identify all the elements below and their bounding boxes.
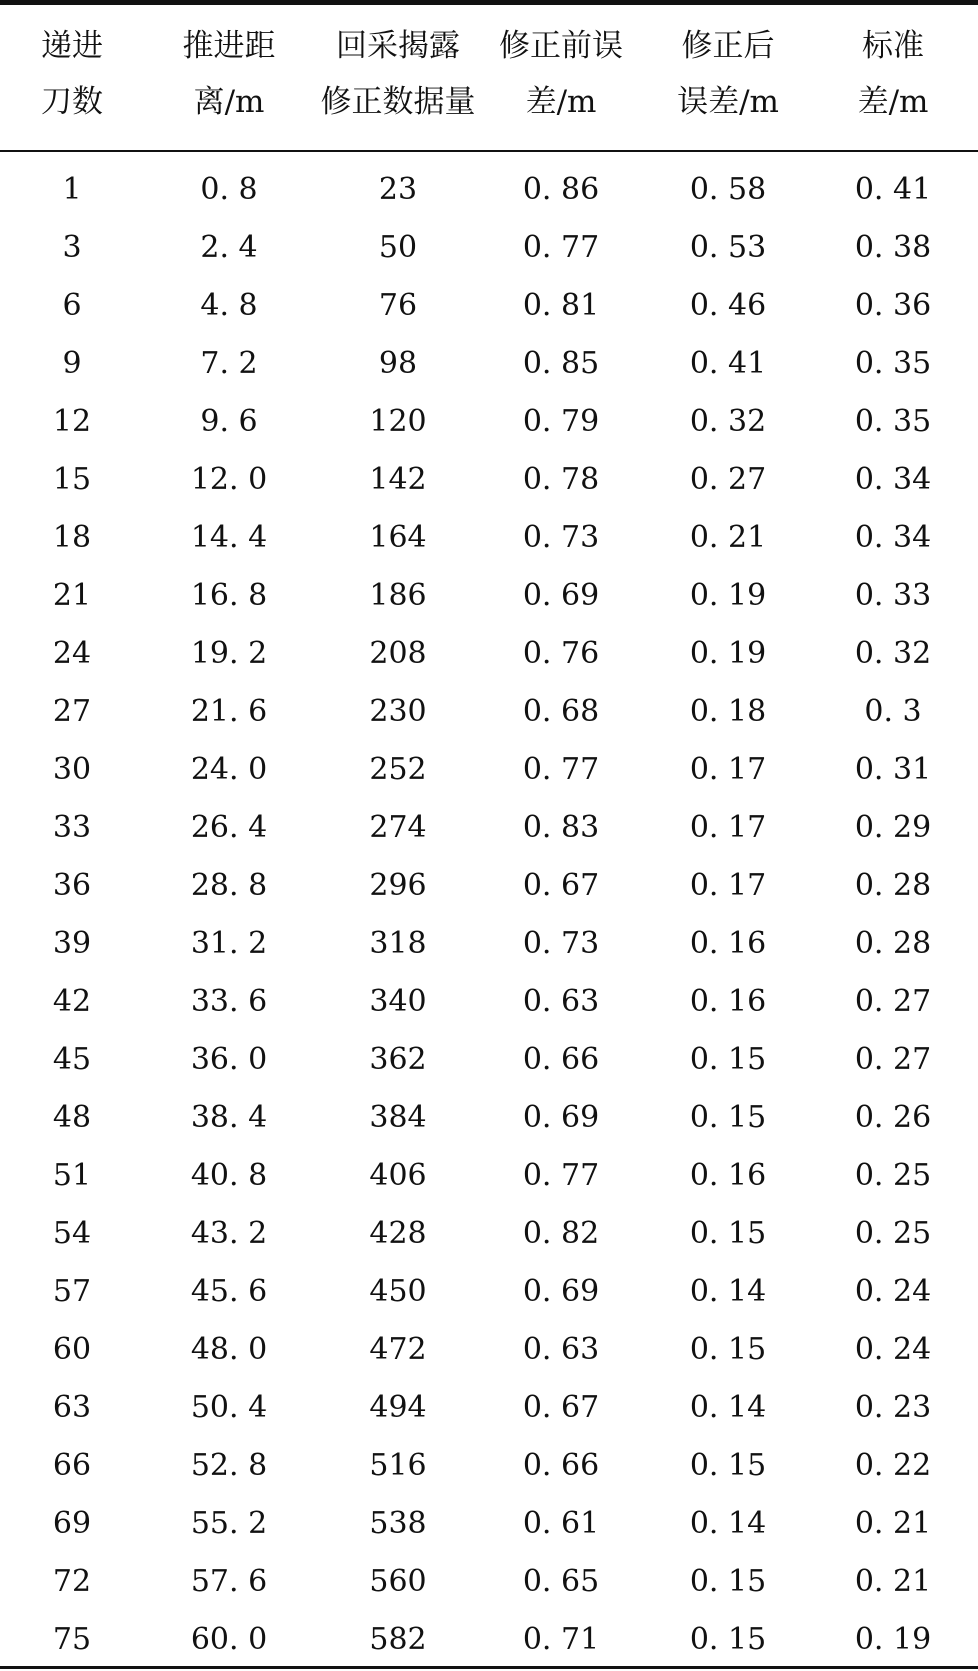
cell-advance-distance: 60. 0 (190, 1622, 268, 1657)
cell-correction-data-count: 340 (369, 984, 427, 1019)
cell-standard-deviation: 0. 34 (854, 462, 932, 497)
cell-error-before: 0. 77 (522, 1158, 600, 1193)
cell-error-before: 0. 69 (522, 578, 600, 613)
cell-error-before: 0. 66 (522, 1448, 600, 1483)
cell-advance-cuts: 48 (52, 1100, 92, 1135)
cell-error-before: 0. 76 (522, 636, 600, 671)
cell-advance-distance: 2. 4 (200, 230, 258, 265)
cell-standard-deviation: 0. 23 (854, 1390, 932, 1425)
header-line: 修正数据量 (320, 84, 476, 120)
cell-error-before: 0. 81 (522, 288, 600, 323)
header-line: 回采揭露 (336, 28, 460, 64)
cell-advance-distance: 31. 2 (190, 926, 268, 961)
cell-standard-deviation: 0. 26 (854, 1100, 932, 1135)
cell-error-after: 0. 16 (689, 926, 767, 961)
cell-error-after: 0. 14 (689, 1274, 767, 1309)
cell-error-before: 0. 77 (522, 230, 600, 265)
cell-standard-deviation: 0. 31 (854, 752, 932, 787)
cell-correction-data-count: 362 (369, 1042, 427, 1077)
cell-correction-data-count: 142 (369, 462, 427, 497)
header-cell-standard-deviation (808, 18, 978, 130)
cell-advance-cuts: 45 (52, 1042, 92, 1077)
cell-correction-data-count: 296 (369, 868, 427, 903)
cell-advance-distance: 40. 8 (190, 1158, 268, 1193)
header-cell-advance-cuts (0, 18, 157, 130)
cell-correction-data-count: 164 (369, 520, 427, 555)
cell-advance-distance: 12. 0 (190, 462, 268, 497)
cell-error-after: 0. 15 (689, 1100, 767, 1135)
cell-advance-distance: 45. 6 (190, 1274, 268, 1309)
cell-advance-distance: 0. 8 (200, 172, 258, 207)
cell-advance-cuts: 39 (52, 926, 92, 961)
table-top-rule (0, 0, 978, 5)
cell-advance-distance: 43. 2 (190, 1216, 268, 1251)
cell-advance-distance: 38. 4 (190, 1100, 268, 1135)
table-header (0, 18, 978, 138)
cell-advance-distance: 52. 8 (190, 1448, 268, 1483)
cell-correction-data-count: 252 (369, 752, 427, 787)
cell-error-after: 0. 53 (689, 230, 767, 265)
cell-error-before: 0. 65 (522, 1564, 600, 1599)
cell-error-after: 0. 19 (689, 636, 767, 671)
cell-error-after: 0. 58 (689, 172, 767, 207)
header-line: 推进距 (182, 28, 276, 64)
table-row (0, 1321, 978, 1379)
cell-advance-distance: 24. 0 (190, 752, 268, 787)
cell-advance-cuts: 12 (52, 404, 92, 439)
cell-standard-deviation: 0. 32 (854, 636, 932, 671)
table-row (0, 1495, 978, 1553)
cell-advance-distance: 50. 4 (190, 1390, 268, 1425)
header-line: 修正前误 (499, 28, 623, 64)
cell-error-after: 0. 15 (689, 1622, 767, 1657)
cell-advance-distance: 33. 6 (190, 984, 268, 1019)
cell-advance-cuts: 69 (52, 1506, 92, 1541)
cell-correction-data-count: 208 (369, 636, 427, 671)
cell-advance-distance: 4. 8 (200, 288, 258, 323)
cell-error-after: 0. 14 (689, 1506, 767, 1541)
cell-correction-data-count: 76 (378, 288, 418, 323)
cell-advance-cuts: 72 (52, 1564, 92, 1599)
cell-advance-cuts: 51 (52, 1158, 92, 1193)
cell-error-before: 0. 63 (522, 1332, 600, 1367)
cell-standard-deviation: 0. 38 (854, 230, 932, 265)
cell-error-before: 0. 85 (522, 346, 600, 381)
cell-advance-cuts: 63 (52, 1390, 92, 1425)
cell-error-after: 0. 16 (689, 984, 767, 1019)
cell-error-after: 0. 32 (689, 404, 767, 439)
table-row (0, 1031, 978, 1089)
header-cell-correction-data-count (313, 18, 483, 130)
cell-correction-data-count: 384 (369, 1100, 427, 1135)
cell-advance-cuts: 24 (52, 636, 92, 671)
cell-standard-deviation: 0. 3 (864, 694, 922, 729)
cell-error-after: 0. 17 (689, 868, 767, 903)
cell-advance-cuts: 1 (62, 172, 82, 207)
cell-error-before: 0. 67 (522, 1390, 600, 1425)
cell-error-before: 0. 67 (522, 868, 600, 903)
cell-standard-deviation: 0. 35 (854, 346, 932, 381)
cell-error-before: 0. 63 (522, 984, 600, 1019)
table-row (0, 1089, 978, 1147)
cell-advance-cuts: 75 (52, 1622, 92, 1657)
cell-error-after: 0. 18 (689, 694, 767, 729)
cell-correction-data-count: 318 (369, 926, 427, 961)
cell-correction-data-count: 538 (369, 1506, 427, 1541)
cell-standard-deviation: 0. 34 (854, 520, 932, 555)
cell-advance-cuts: 21 (52, 578, 92, 613)
cell-standard-deviation: 0. 33 (854, 578, 932, 613)
cell-correction-data-count: 472 (369, 1332, 427, 1367)
cell-error-before: 0. 69 (522, 1274, 600, 1309)
cell-error-before: 0. 68 (522, 694, 600, 729)
table-row (0, 973, 978, 1031)
cell-advance-cuts: 15 (52, 462, 92, 497)
cell-advance-distance: 16. 8 (190, 578, 268, 613)
cell-error-after: 0. 15 (689, 1448, 767, 1483)
header-cell-error-before (476, 18, 646, 130)
cell-error-before: 0. 73 (522, 926, 600, 961)
cell-correction-data-count: 428 (369, 1216, 427, 1251)
table-bottom-rule (0, 1666, 978, 1669)
cell-error-before: 0. 86 (522, 172, 600, 207)
header-line: 标准 (862, 28, 924, 64)
cell-advance-distance: 7. 2 (200, 346, 258, 381)
cell-advance-cuts: 30 (52, 752, 92, 787)
table-row (0, 1379, 978, 1437)
cell-advance-distance: 26. 4 (190, 810, 268, 845)
table-row (0, 683, 978, 741)
cell-error-before: 0. 73 (522, 520, 600, 555)
table-row (0, 451, 978, 509)
cell-advance-cuts: 66 (52, 1448, 92, 1483)
cell-advance-distance: 9. 6 (200, 404, 258, 439)
cell-error-before: 0. 66 (522, 1042, 600, 1077)
header-cell-error-after (643, 18, 813, 130)
cell-error-before: 0. 77 (522, 752, 600, 787)
cell-error-after: 0. 15 (689, 1332, 767, 1367)
table-row (0, 625, 978, 683)
cell-advance-cuts: 36 (52, 868, 92, 903)
table-header-rule (0, 150, 978, 152)
cell-advance-distance: 36. 0 (190, 1042, 268, 1077)
cell-advance-cuts: 18 (52, 520, 92, 555)
cell-correction-data-count: 120 (369, 404, 427, 439)
cell-correction-data-count: 274 (369, 810, 427, 845)
cell-error-before: 0. 79 (522, 404, 600, 439)
cell-standard-deviation: 0. 25 (854, 1216, 932, 1251)
cell-advance-cuts: 33 (52, 810, 92, 845)
cell-advance-distance: 55. 2 (190, 1506, 268, 1541)
cell-error-before: 0. 69 (522, 1100, 600, 1135)
cell-correction-data-count: 582 (369, 1622, 427, 1657)
cell-standard-deviation: 0. 41 (854, 172, 932, 207)
table-row (0, 509, 978, 567)
header-line: 递进 (41, 28, 103, 64)
cell-error-after: 0. 17 (689, 810, 767, 845)
table-row (0, 857, 978, 915)
table-row (0, 567, 978, 625)
cell-error-after: 0. 15 (689, 1564, 767, 1599)
header-line: 修正后 (681, 28, 775, 64)
cell-error-after: 0. 46 (689, 288, 767, 323)
table-row (0, 277, 978, 335)
table-row (0, 1611, 978, 1669)
cell-standard-deviation: 0. 28 (854, 926, 932, 961)
cell-standard-deviation: 0. 19 (854, 1622, 932, 1657)
cell-standard-deviation: 0. 28 (854, 868, 932, 903)
cell-correction-data-count: 23 (378, 172, 418, 207)
cell-advance-cuts: 27 (52, 694, 92, 729)
cell-error-before: 0. 61 (522, 1506, 600, 1541)
header-line: 误差/m (677, 84, 779, 120)
header-line: 差/m (857, 84, 929, 120)
cell-standard-deviation: 0. 24 (854, 1274, 932, 1309)
table-row (0, 1147, 978, 1205)
cell-standard-deviation: 0. 27 (854, 984, 932, 1019)
cell-error-after: 0. 27 (689, 462, 767, 497)
cell-error-after: 0. 15 (689, 1042, 767, 1077)
cell-advance-cuts: 54 (52, 1216, 92, 1251)
cell-standard-deviation: 0. 25 (854, 1158, 932, 1193)
cell-advance-cuts: 60 (52, 1332, 92, 1367)
cell-correction-data-count: 494 (369, 1390, 427, 1425)
cell-correction-data-count: 450 (369, 1274, 427, 1309)
table-row (0, 1205, 978, 1263)
cell-advance-cuts: 9 (62, 346, 82, 381)
cell-correction-data-count: 516 (369, 1448, 427, 1483)
cell-error-before: 0. 83 (522, 810, 600, 845)
header-cell-advance-distance (144, 18, 314, 130)
cell-standard-deviation: 0. 24 (854, 1332, 932, 1367)
cell-error-after: 0. 16 (689, 1158, 767, 1193)
cell-error-before: 0. 82 (522, 1216, 600, 1251)
cell-advance-distance: 48. 0 (190, 1332, 268, 1367)
header-line: 刀数 (41, 84, 103, 120)
table-row (0, 1553, 978, 1611)
table-row (0, 219, 978, 277)
cell-standard-deviation: 0. 27 (854, 1042, 932, 1077)
cell-correction-data-count: 98 (378, 346, 418, 381)
cell-error-after: 0. 17 (689, 752, 767, 787)
cell-advance-distance: 19. 2 (190, 636, 268, 671)
cell-error-after: 0. 14 (689, 1390, 767, 1425)
table-row (0, 393, 978, 451)
table-row (0, 1263, 978, 1321)
cell-standard-deviation: 0. 21 (854, 1564, 932, 1599)
cell-error-after: 0. 15 (689, 1216, 767, 1251)
table-row (0, 161, 978, 219)
table-row (0, 799, 978, 857)
header-line: 差/m (525, 84, 597, 120)
cell-correction-data-count: 50 (378, 230, 418, 265)
cell-advance-cuts: 3 (62, 230, 82, 265)
cell-standard-deviation: 0. 22 (854, 1448, 932, 1483)
cell-error-before: 0. 71 (522, 1622, 600, 1657)
cell-error-after: 0. 41 (689, 346, 767, 381)
cell-correction-data-count: 560 (369, 1564, 427, 1599)
cell-correction-data-count: 186 (369, 578, 427, 613)
cell-standard-deviation: 0. 29 (854, 810, 932, 845)
cell-advance-distance: 14. 4 (190, 520, 268, 555)
cell-advance-cuts: 42 (52, 984, 92, 1019)
header-line: 离/m (193, 84, 265, 120)
cell-advance-cuts: 6 (62, 288, 82, 323)
cell-advance-cuts: 57 (52, 1274, 92, 1309)
cell-error-after: 0. 21 (689, 520, 767, 555)
cell-standard-deviation: 0. 35 (854, 404, 932, 439)
table-row (0, 1437, 978, 1495)
cell-advance-distance: 28. 8 (190, 868, 268, 903)
table-row (0, 915, 978, 973)
cell-standard-deviation: 0. 21 (854, 1506, 932, 1541)
cell-error-before: 0. 78 (522, 462, 600, 497)
table-body (0, 161, 978, 1669)
cell-standard-deviation: 0. 36 (854, 288, 932, 323)
cell-correction-data-count: 230 (369, 694, 427, 729)
cell-advance-distance: 21. 6 (190, 694, 268, 729)
table-row (0, 335, 978, 393)
cell-correction-data-count: 406 (369, 1158, 427, 1193)
cell-error-after: 0. 19 (689, 578, 767, 613)
table-row (0, 741, 978, 799)
cell-advance-distance: 57. 6 (190, 1564, 268, 1599)
